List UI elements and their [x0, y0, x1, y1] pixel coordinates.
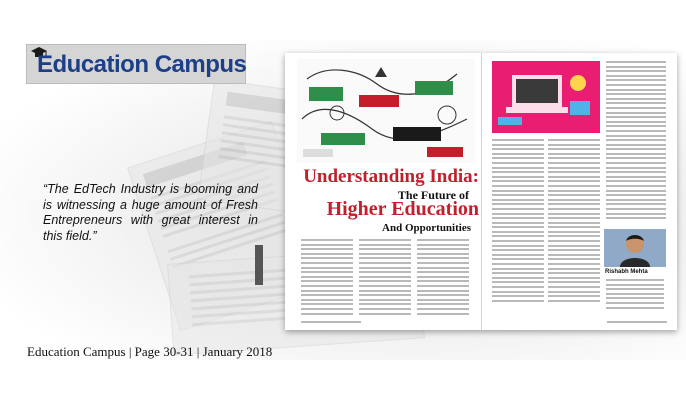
logo-word-campus: Campus — [154, 51, 247, 78]
article-title-line-2: The Future of — [397, 188, 469, 202]
article-title-line-1: Understanding India: — [303, 166, 479, 187]
author-name: Rishabh Mehta — [605, 269, 648, 275]
author-bio-text — [606, 279, 664, 311]
body-text-column-5 — [548, 139, 600, 304]
article-title-line-4: And Opportunities — [382, 222, 471, 234]
page-caption: Education Campus | Page 30-31 | January 2018 — [27, 344, 273, 359]
logo-text — [37, 51, 246, 79]
page-footer-right — [607, 321, 667, 323]
magazine-page-right — [482, 53, 677, 330]
pull-quote: “The EdTech Industry is booming and is witnessing a huge amount of Fresh Entrepreneurs with great interest in this field.” — [43, 182, 258, 243]
education-campus-logo — [26, 44, 246, 84]
magazine-spread — [285, 53, 677, 330]
page-edge-marker — [255, 245, 263, 285]
sketchnote-illustration — [297, 59, 475, 163]
body-text-column-6 — [606, 61, 666, 222]
body-text-column-4 — [492, 139, 544, 304]
author-portrait — [604, 229, 666, 267]
magazine-page-left — [285, 53, 482, 330]
body-text-column-3 — [417, 239, 469, 317]
body-text-column-2 — [359, 239, 411, 317]
page-footer-left — [301, 321, 361, 323]
article-image — [492, 61, 600, 133]
logo-word-education: Education — [37, 51, 149, 78]
body-text-column-1 — [301, 239, 353, 317]
article-title-line-3: Higher Education — [326, 198, 479, 220]
